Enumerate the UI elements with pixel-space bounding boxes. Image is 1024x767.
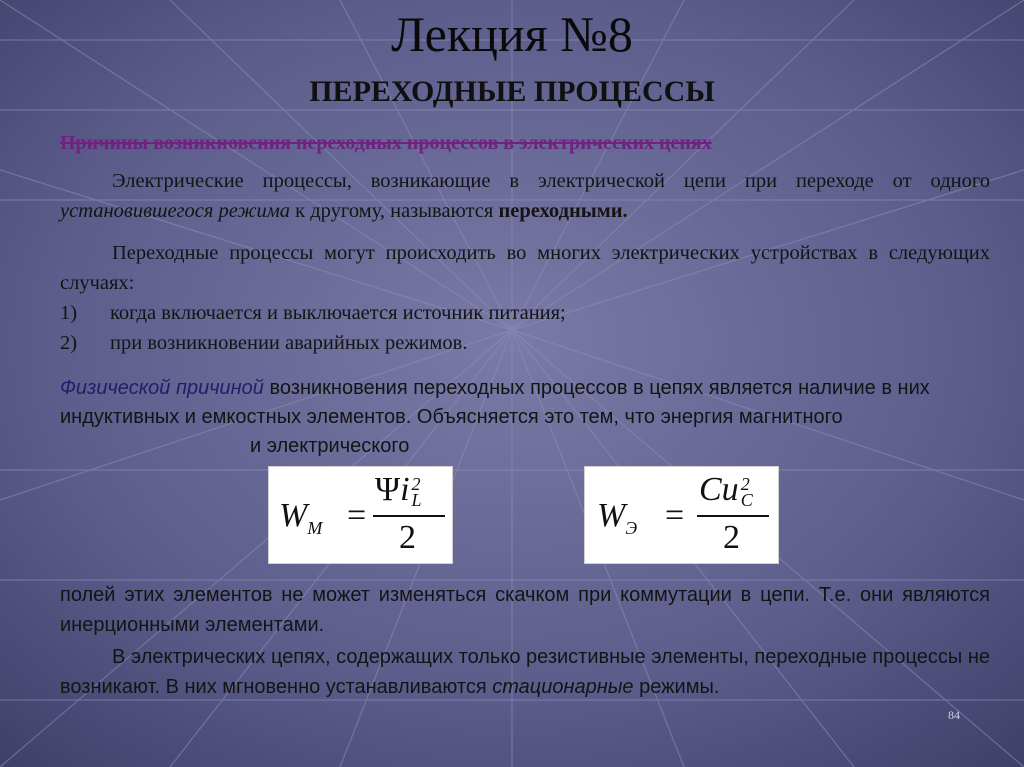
- paragraph-definition: [60, 166, 990, 226]
- formula-lhs: $W_М$: [279, 497, 323, 538]
- formula-numerator: Cu 2 C: [699, 471, 753, 511]
- paragraph-resistive-text-2: режимы.: [633, 676, 720, 698]
- section-heading-text: Причины возникновения переходных процессов в электрических цепях: [60, 132, 712, 154]
- paragraph-cases: Переходные процессы могут происходить во многих электрических устройствах в следующих случаях:: [60, 242, 990, 294]
- formula-denominator: 2: [723, 519, 740, 556]
- list-item: [60, 298, 960, 328]
- magnetic-energy-formula: [268, 466, 453, 564]
- formula-equals: =: [665, 497, 685, 534]
- page-number: 84: [948, 708, 960, 722]
- physical-cause-term: Физической причиной: [60, 377, 264, 399]
- slide-subtitle: ПЕРЕХОДНЫЕ ПРОЦЕССЫ: [309, 75, 715, 108]
- slide-title: Лекция №8: [391, 6, 633, 62]
- transient-term: переходными.: [498, 200, 628, 222]
- physical-cause-text-2: и электрического: [250, 435, 410, 457]
- electric-energy-formula: [584, 466, 779, 564]
- list-item-text: при возникновении аварийных режимов.: [110, 332, 468, 354]
- list-item-text: когда включается и выключается источник питания;: [110, 302, 566, 324]
- formula-numerator: Ψi 2 L: [375, 471, 422, 511]
- list-item-number: 1): [60, 302, 78, 324]
- cases-list: [60, 298, 960, 358]
- formula-denominator: 2: [399, 519, 416, 556]
- paragraph-resistive: [60, 642, 990, 702]
- formula-equals: =: [347, 497, 367, 534]
- stationary-term: стационарные: [492, 676, 634, 698]
- paragraph-physical-cause: [60, 374, 940, 461]
- steady-state-term: установившегося режима: [60, 200, 291, 222]
- paragraph-inertia: полей этих элементов не может изменяться скачком при коммутации в цепи. Т.е. они являются инерционными элементами.: [60, 584, 990, 636]
- section-heading: [60, 132, 960, 158]
- list-item: [60, 328, 960, 358]
- paragraph-definition-text: Электрические процессы, возникающие в электрической цепи при переходе от одного: [112, 170, 990, 192]
- paragraph-definition-text-2: к другому, называются: [290, 200, 499, 222]
- formula-lhs: $W_Э$: [597, 497, 638, 538]
- fraction-bar: [373, 515, 445, 517]
- list-item-number: 2): [60, 332, 78, 354]
- paragraph-resistive-text: В электрических цепях, содержащих только резистивные элементы, переходные процессы не возникают. В них мгновенно устанавливаются: [60, 646, 990, 698]
- fraction-bar: [697, 515, 769, 517]
- physical-cause-text: возникновения переходных процессов в цепях является наличие в них индуктивных и емкостных элементов. Объясняется это тем, что энергия магнитного: [60, 377, 930, 428]
